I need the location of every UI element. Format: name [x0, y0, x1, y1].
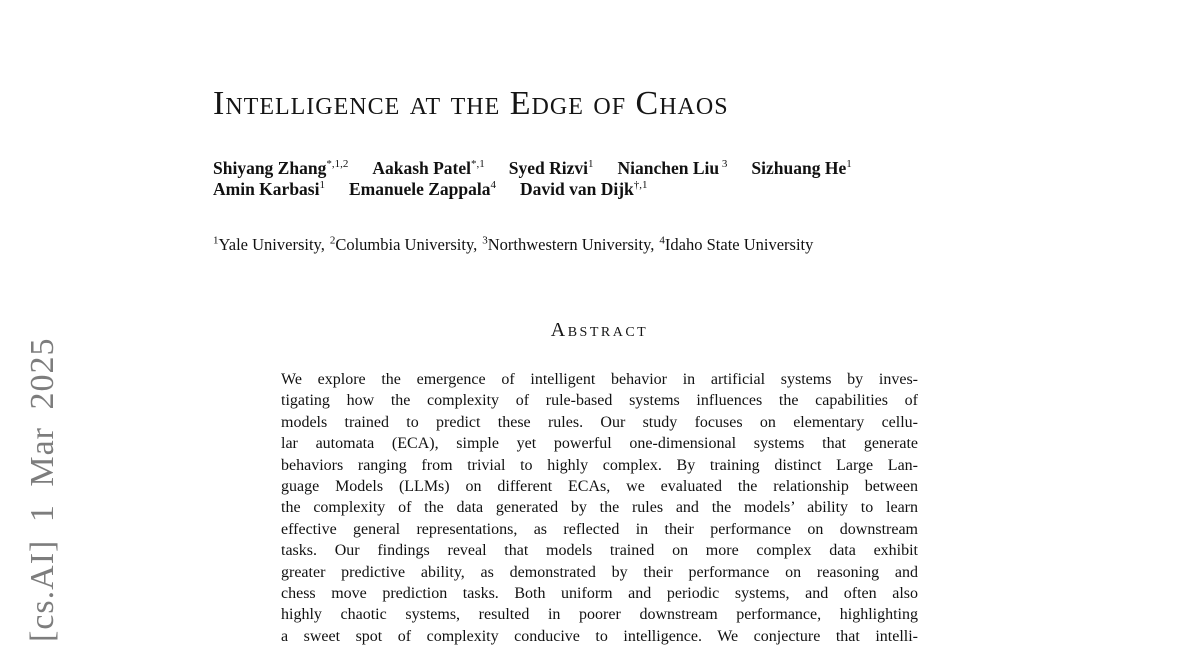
- abstract-line: guage Models (LLMs) on different ECAs, we evaluated the relationship between: [281, 478, 918, 496]
- author-affil-sup: 1: [846, 158, 852, 171]
- author-name: Syed Rizvi: [508, 158, 589, 178]
- abstract-line: tigating how the complexity of rule-based systems influences the capabilities of: [281, 392, 918, 410]
- author-affil-sup: 1: [588, 158, 594, 171]
- author-block: [213, 158, 925, 200]
- author-affil-sup: 4: [490, 179, 496, 192]
- author: [520, 179, 648, 199]
- affiliation-line: [213, 235, 925, 255]
- affiliation-sup: 1: [213, 234, 219, 247]
- abstract-section: [281, 319, 918, 647]
- author-affil-sup: †,1: [633, 179, 648, 192]
- author-name: Nianchen Liu: [617, 158, 720, 178]
- affiliation-sup: 4: [659, 234, 665, 247]
- abstract-line: We explore the emergence of intelligent behavior in artificial systems by inves-: [281, 371, 918, 388]
- affiliation: [659, 235, 813, 254]
- abstract-line: effective general representations, as reflected in their performance on downstream: [281, 520, 918, 538]
- author-line-2: [213, 179, 925, 200]
- affiliation: [330, 235, 477, 254]
- author: [751, 158, 851, 178]
- author: [618, 158, 728, 178]
- affiliation-sup: 2: [329, 234, 336, 247]
- abstract-line: a sweet spot of complexity conducive to intelligence. We conjecture that intelli-: [281, 627, 918, 645]
- abstract-line: lar automata (ECA), simple yet powerful one-dimensional systems that generate: [281, 435, 918, 453]
- author-affil-sup: 3: [719, 158, 728, 171]
- paper-title: Intelligence at the Edge of Chaos: [213, 85, 729, 122]
- author: [349, 179, 496, 199]
- author: [213, 158, 348, 178]
- author-name: Amin Karbasi: [213, 179, 320, 199]
- abstract-line: behaviors ranging from trivial to highly complex. By training distinct Large Lan-: [281, 456, 918, 474]
- paper-content: [213, 0, 925, 647]
- abstract-line: models trained to predict these rules. Our study focuses on elementary cellu-: [281, 413, 918, 431]
- author-name: Aakash Patel: [372, 158, 472, 178]
- affiliation-name: Northwestern University,: [487, 235, 655, 254]
- author-affil-sup: 1: [319, 179, 325, 192]
- author: [213, 179, 325, 199]
- affiliation-name: Yale University,: [218, 235, 325, 254]
- abstract-heading: Abstract: [550, 319, 649, 341]
- author-affil-sup: *,1,2: [326, 158, 349, 171]
- affiliation-sup: 3: [482, 234, 488, 247]
- author-affil-sup: *,1: [471, 158, 485, 171]
- abstract-line: the complexity of the data generated by the rules and the models’ ability to learn: [281, 499, 918, 517]
- author-name: David van Dijk: [519, 179, 634, 199]
- abstract-line: highly chaotic systems, resulted in poorer downstream performance, highlighting: [281, 606, 918, 624]
- author-line-1: [213, 158, 925, 179]
- abstract-body: [281, 369, 918, 647]
- affiliation-name: Idaho State University: [664, 235, 814, 254]
- affiliation-name: Columbia University,: [335, 235, 478, 254]
- author-name: Sizhuang He: [751, 158, 847, 178]
- author: [509, 158, 594, 178]
- author: [372, 158, 484, 178]
- abstract-line: tasks. Our findings reveal that models trained on more complex data exhibit: [281, 542, 918, 560]
- arxiv-stamp: [cs.AI] 1 Mar 2025: [24, 337, 61, 642]
- author-name: Emanuele Zappala: [348, 179, 491, 199]
- author-name: Shiyang Zhang: [213, 158, 327, 178]
- affiliation: [482, 235, 654, 254]
- abstract-line: chess move prediction tasks. Both uniform and periodic systems, and often also: [281, 585, 918, 603]
- affiliation: [213, 235, 325, 254]
- abstract-line: greater predictive ability, as demonstrated by their performance on reasoning and: [281, 563, 918, 581]
